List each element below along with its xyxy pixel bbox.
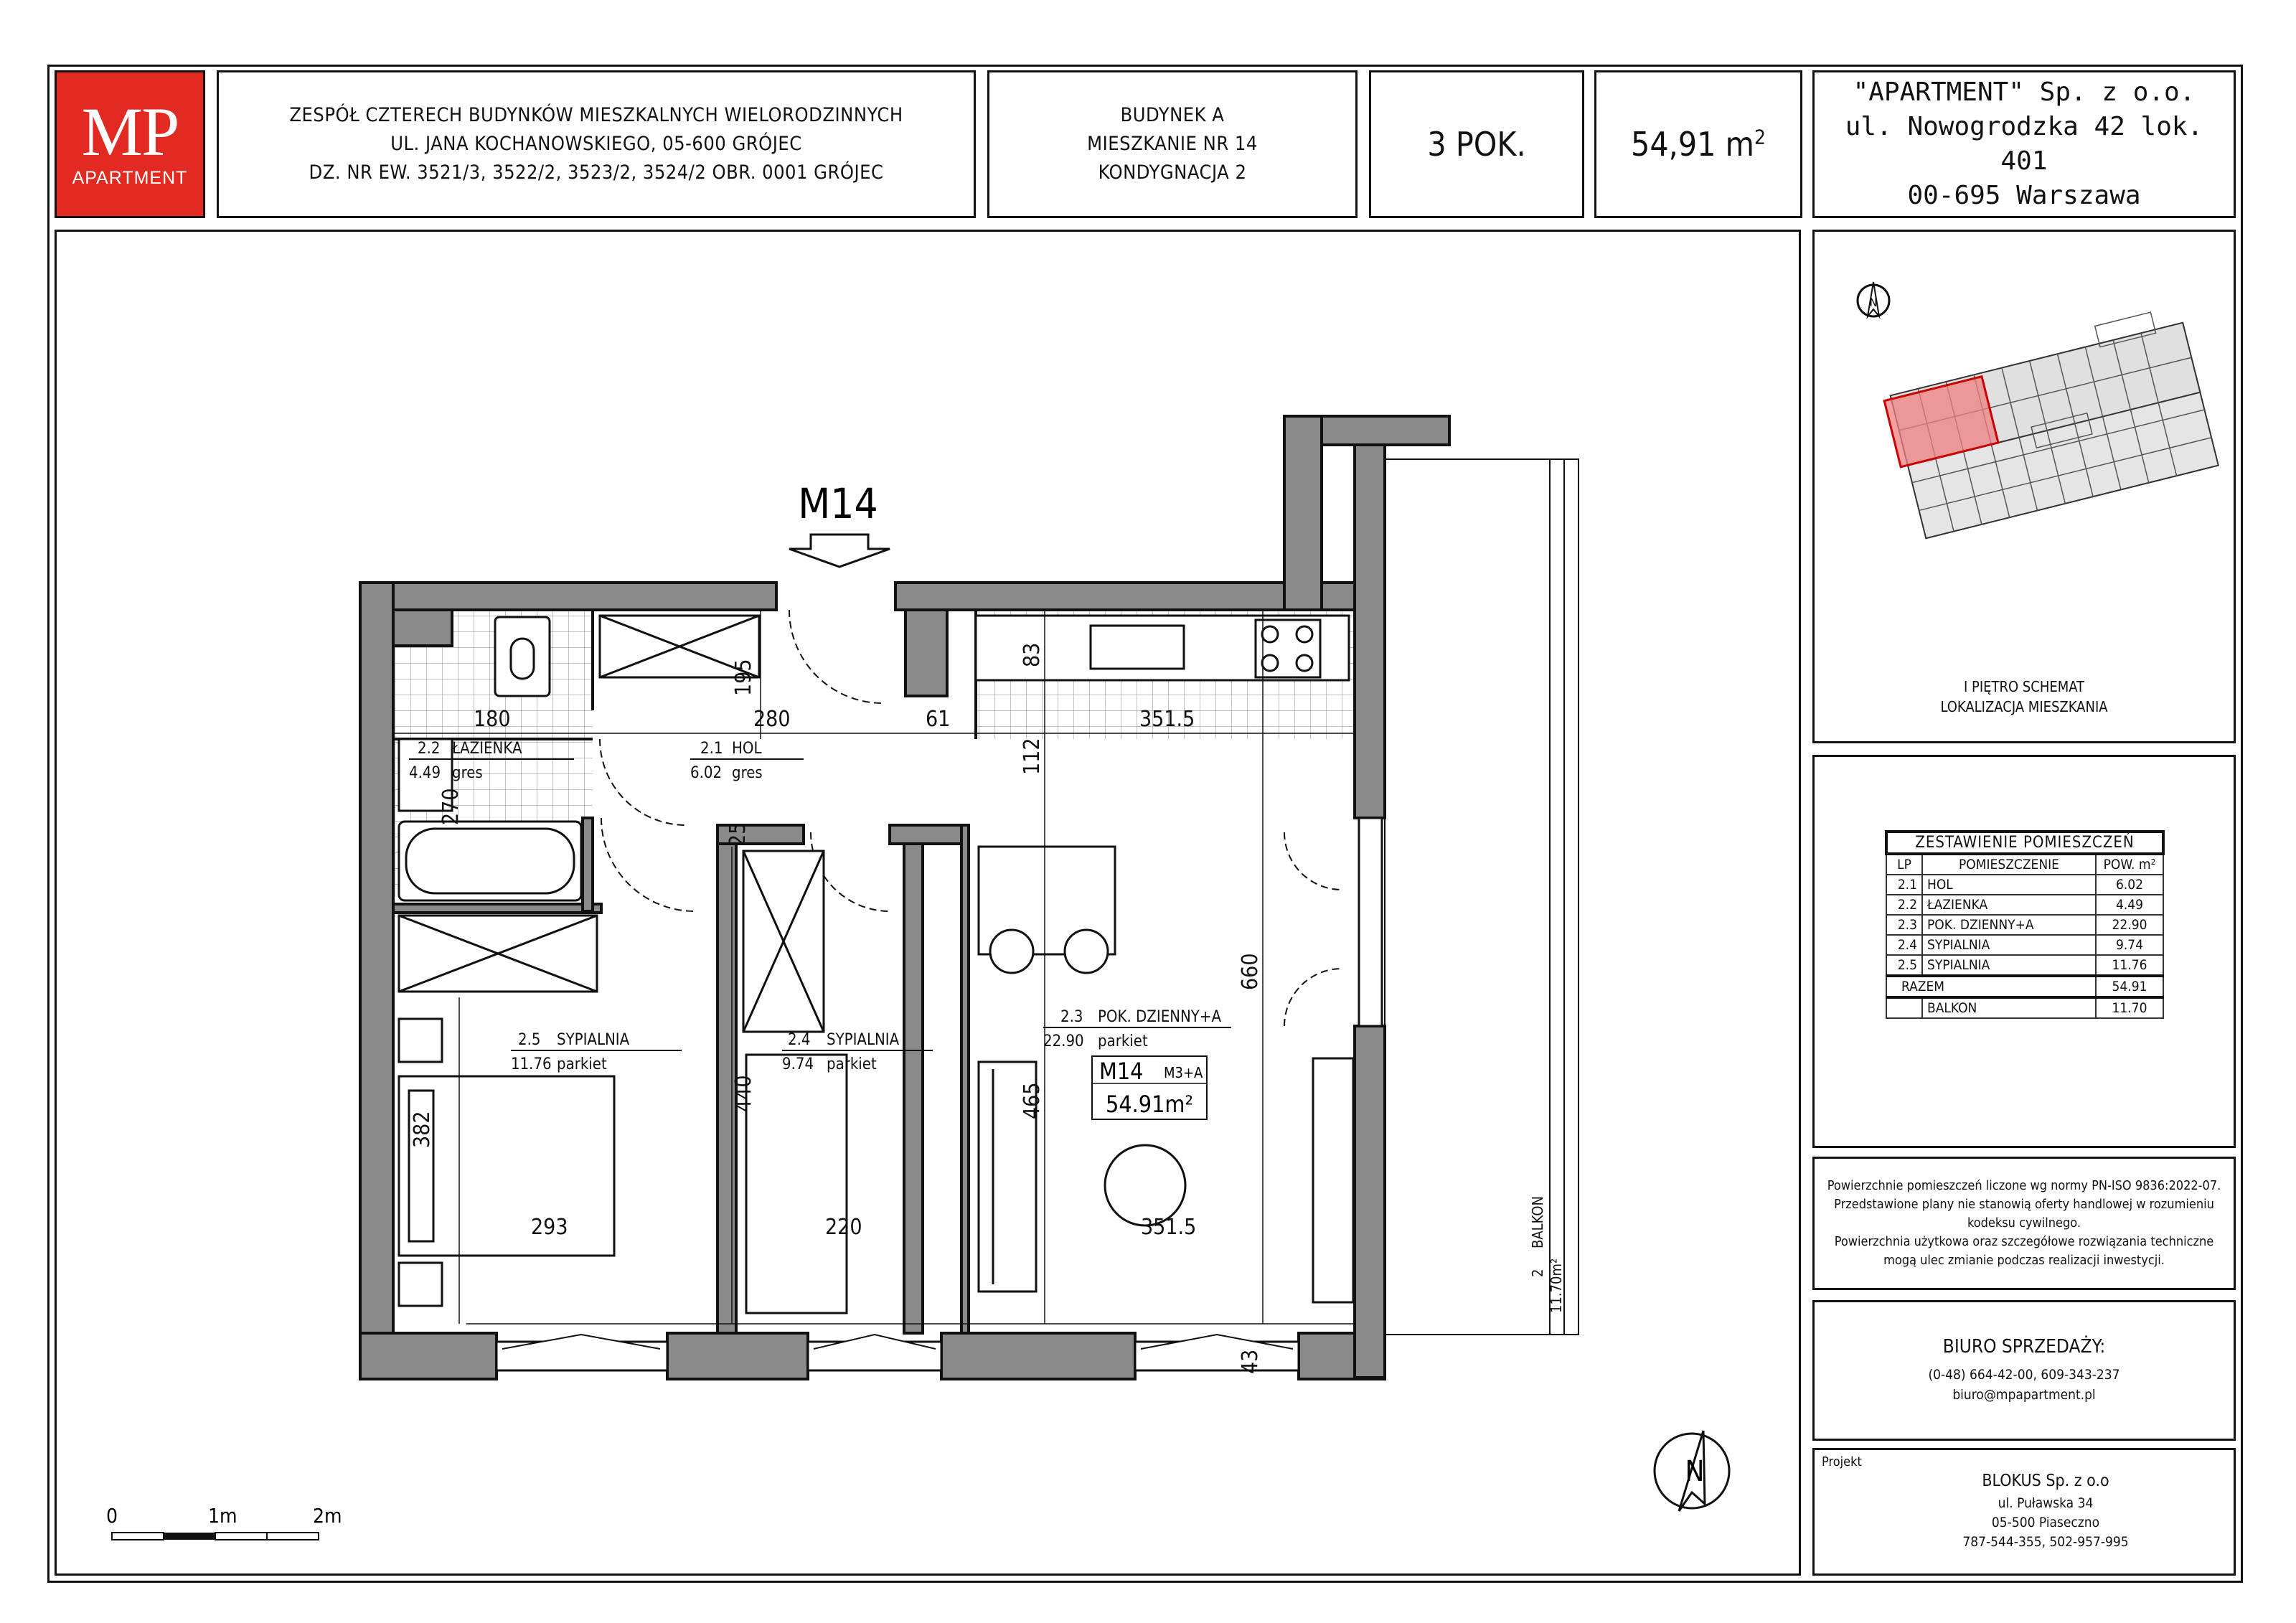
designer-name: BLOKUS Sp. z o.o bbox=[1982, 1472, 2109, 1490]
svg-text:22.90: 22.90 bbox=[1043, 1032, 1084, 1050]
svg-text:parkiet: parkiet bbox=[557, 1055, 607, 1073]
svg-text:SYPIALNIA: SYPIALNIA bbox=[557, 1031, 630, 1049]
scale-bar bbox=[106, 1504, 342, 1540]
logo-mark: MP bbox=[81, 93, 179, 170]
dim-180: 180 bbox=[474, 707, 511, 732]
room-label-25 bbox=[511, 1031, 682, 1073]
stamp-type: M3+A bbox=[1164, 1064, 1203, 1081]
building-label: BUDYNEK A bbox=[1120, 104, 1225, 126]
dim-382: 382 bbox=[410, 1111, 435, 1148]
svg-text:gres: gres bbox=[452, 764, 483, 782]
svg-text:2.1: 2.1 bbox=[700, 740, 723, 758]
nightstand bbox=[399, 1019, 442, 1062]
dim-43: 43 bbox=[1238, 1349, 1263, 1374]
developer-city: 00-695 Warszawa bbox=[1907, 181, 2141, 210]
total-label: RAZEM bbox=[1886, 976, 2096, 997]
sales-phones: (0-48) 664-42-00, 609-343-237 bbox=[1928, 1367, 2120, 1383]
scale-1m: 1m bbox=[208, 1504, 237, 1528]
table-row: 2.2 ŁAZIENKA 4.49 bbox=[1886, 895, 2163, 915]
stamp-area: 54.91m² bbox=[1106, 1091, 1193, 1118]
designer-phones: 787-544-355, 502-957-995 bbox=[1962, 1534, 2129, 1550]
svg-text:6.02: 6.02 bbox=[690, 764, 723, 782]
north-arrow-icon bbox=[1655, 1431, 1729, 1511]
svg-text:11.70m²: 11.70m² bbox=[1548, 1258, 1565, 1313]
room-label-21 bbox=[690, 740, 804, 782]
svg-text:gres: gres bbox=[732, 764, 763, 782]
svg-text:parkiet: parkiet bbox=[827, 1055, 877, 1073]
svg-text:POK. DZIENNY+A: POK. DZIENNY+A bbox=[1098, 1008, 1222, 1026]
dim-465: 465 bbox=[1020, 1082, 1045, 1119]
stamp-id: M14 bbox=[1099, 1058, 1144, 1085]
dim-25: 25 bbox=[725, 822, 751, 847]
col-name-header: POMIESZCZENIE bbox=[1922, 854, 2096, 875]
designer-street: ul. Puławska 34 bbox=[1998, 1495, 2094, 1511]
room-table-title: ZESTAWIENIE POMIESZCZEŃ bbox=[1886, 832, 2163, 854]
sales-email: biuro@mpapartment.pl bbox=[1952, 1387, 2096, 1403]
col-lp-header: LP bbox=[1886, 854, 1922, 875]
svg-text:N: N bbox=[1685, 1455, 1705, 1488]
tv-unit bbox=[1313, 1058, 1353, 1302]
table-row: 2.4 SYPIALNIA 9.74 bbox=[1886, 935, 2163, 955]
key-plan-caption-2: LOKALIZACJA MIESZKANIA bbox=[1940, 698, 2108, 715]
developer-name: "APARTMENT" Sp. z o.o. bbox=[1853, 77, 2196, 107]
table-row: 2.1 HOL 6.02 bbox=[1886, 875, 2163, 895]
balcony-label bbox=[1529, 1196, 1565, 1313]
svg-text:9.74: 9.74 bbox=[782, 1055, 814, 1073]
svg-text:4.49: 4.49 bbox=[409, 764, 441, 782]
dim-270: 270 bbox=[438, 788, 464, 825]
svg-text:parkiet: parkiet bbox=[1098, 1032, 1148, 1050]
rooms-count: 3 POK. bbox=[1369, 70, 1584, 218]
scale-2m: 2m bbox=[313, 1504, 342, 1528]
svg-text:2.5: 2.5 bbox=[518, 1031, 541, 1049]
scale-0: 0 bbox=[106, 1504, 118, 1528]
svg-text:2: 2 bbox=[1529, 1269, 1546, 1277]
dim-351-top: 351.5 bbox=[1139, 707, 1195, 732]
dim-280: 280 bbox=[753, 707, 791, 732]
floor-label: KONDYGNACJA 2 bbox=[1098, 161, 1247, 184]
designer-city: 05-500 Piaseczno bbox=[1991, 1515, 2100, 1530]
windows bbox=[497, 818, 1382, 1370]
unit-area-value: 54,91 m bbox=[1631, 125, 1754, 164]
dim-351-bot: 351.5 bbox=[1141, 1215, 1197, 1240]
sink bbox=[1091, 626, 1184, 669]
dim-220: 220 bbox=[825, 1215, 862, 1240]
disclaimer-line-1: Powierzchnie pomieszczeń liczone wg normy PN-ISO 9836:2022-07. bbox=[1827, 1178, 2221, 1193]
project-line-3: DZ. NR EW. 3521/3, 3522/2, 3523/2, 3524/2 OBR. 0001 GRÓJEC bbox=[309, 161, 884, 184]
balcony-area: 11.70 bbox=[2096, 997, 2163, 1018]
svg-text:SYPIALNIA: SYPIALNIA bbox=[827, 1031, 900, 1049]
svg-text:N: N bbox=[1869, 296, 1878, 309]
disclaimer-line-5: mogą ulec zmianie podczas realizacji inwestycji. bbox=[1883, 1253, 2165, 1268]
single-bed bbox=[746, 1055, 847, 1313]
svg-text:ŁAZIENKA: ŁAZIENKA bbox=[452, 740, 522, 758]
dim-195: 195 bbox=[731, 659, 756, 696]
svg-text:HOL: HOL bbox=[732, 740, 762, 758]
svg-text:2.2: 2.2 bbox=[418, 740, 441, 758]
unit-stamp bbox=[1092, 1056, 1207, 1119]
svg-text:2.4: 2.4 bbox=[788, 1031, 811, 1049]
unit-label: M14 bbox=[798, 479, 878, 528]
table-row: 2.5 SYPIALNIA 11.76 bbox=[1886, 955, 2163, 976]
disclaimer-line-3: kodeksu cywilnego. bbox=[1967, 1215, 2081, 1231]
total-area: 54.91 bbox=[2096, 976, 2163, 997]
disclaimer-line-2: Przedstawione plany nie stanowią oferty handlowej w rozumieniu bbox=[1834, 1197, 2214, 1212]
dim-293: 293 bbox=[531, 1215, 568, 1240]
unit-area-sup: 2 bbox=[1754, 125, 1766, 149]
dim-112: 112 bbox=[1020, 738, 1045, 775]
col-area-header: POW. m² bbox=[2096, 854, 2163, 875]
logo-sub: APARTMENT bbox=[72, 167, 188, 188]
coffee-table bbox=[1105, 1145, 1185, 1226]
project-line-2: UL. JANA KOCHANOWSKIEGO, 05-600 GRÓJEC bbox=[390, 133, 802, 155]
sales-title: BIURO SPRZEDAŻY: bbox=[1942, 1336, 2106, 1358]
designer-label: Projekt bbox=[1822, 1454, 1862, 1469]
developer-street: ul. Nowogrodzka 42 lok. 401 bbox=[1845, 112, 2203, 176]
disclaimer-line-4: Powierzchnia użytkowa oraz szczegółowe rozwiązania techniczne bbox=[1834, 1234, 2214, 1249]
balcony-label: BALKON bbox=[1922, 997, 2096, 1018]
dim-61: 61 bbox=[926, 707, 951, 732]
table-row: 2.3 POK. DZIENNY+A 22.90 bbox=[1886, 915, 2163, 935]
svg-text:2.3: 2.3 bbox=[1060, 1008, 1083, 1026]
svg-text:BALKON: BALKON bbox=[1529, 1196, 1546, 1248]
apartment-label: MIESZKANIE NR 14 bbox=[1087, 133, 1258, 155]
project-line-1: ZESPÓŁ CZTERECH BUDYNKÓW MIESZKALNYCH WIELORODZINNYCH bbox=[289, 104, 903, 126]
room-label-23 bbox=[1043, 1008, 1231, 1050]
entrance-arrow-icon bbox=[789, 535, 890, 567]
svg-text:11.76: 11.76 bbox=[511, 1055, 552, 1073]
balcony bbox=[1385, 459, 1578, 1335]
key-plan-caption-1: I PIĘTRO SCHEMAT bbox=[1963, 678, 2085, 695]
dim-83: 83 bbox=[1020, 642, 1045, 667]
dim-660: 660 bbox=[1238, 953, 1263, 990]
dim-440: 440 bbox=[731, 1075, 756, 1112]
